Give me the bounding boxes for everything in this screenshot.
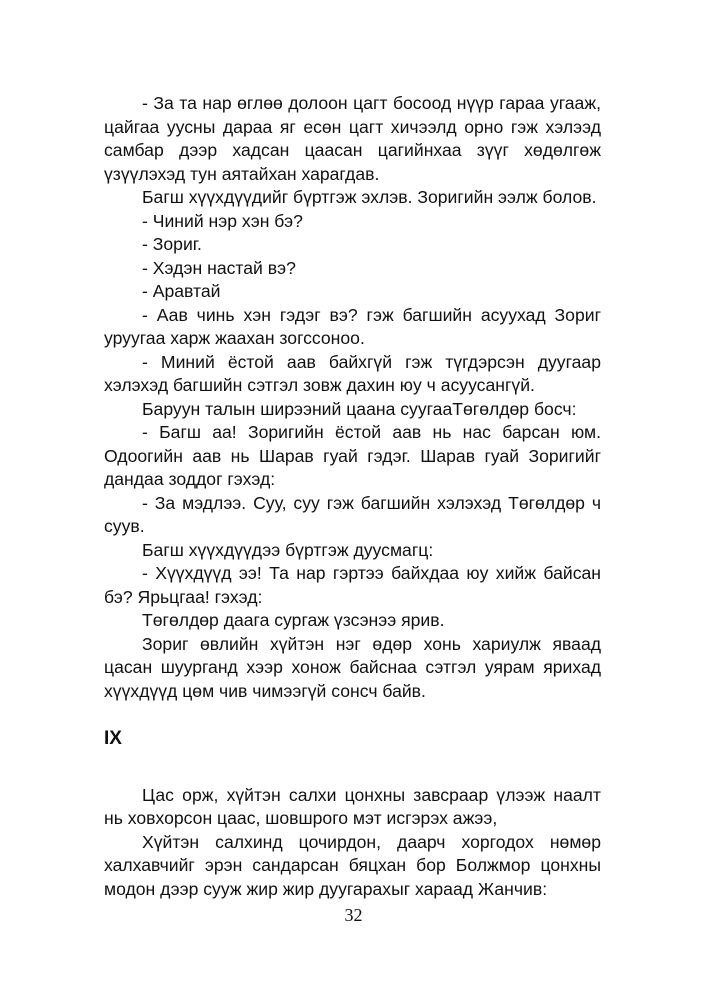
- page-text: [104, 92, 601, 901]
- page-number: 32: [344, 905, 363, 925]
- paragraph: Хүйтэн салхинд цочирдон, даарч хоргодох нөмөр халхавчийг эрэн сандарсан бяцхан бор Болжмор цонхны модон дээр сууж жир жир дуугарахыг хараад Жанчив:: [104, 831, 601, 899]
- paragraph: Баруун талын ширээний цаана суугааТөгөлдөр босч:: [142, 398, 577, 419]
- paragraph: - Багш аа! Зоригийн ёстой аав нь нас барсан юм. Одоогийн аав нь Шарав гуай гэдэг. Шарав гуай Зоригийг дандаа зоддог гэхэд:: [104, 422, 601, 489]
- paragraph: Багш хүүхдүүдийг бүртгэж эхлэв. Зоригийн ээлж болов.: [142, 187, 597, 207]
- paragraph: - Аравтай: [142, 281, 221, 301]
- chapter-heading: IX: [104, 728, 122, 749]
- paragraph: - Хэдэн настай вэ?: [142, 257, 296, 278]
- paragraph: Төгөлдөр даага сургаж үзсэнээ ярив.: [142, 610, 445, 630]
- paragraph: - Хүүхдүүд ээ! Та нар гэртээ байхдаа юу хийж байсан бэ? Ярьцгаа! гэхэд:: [104, 563, 601, 607]
- paragraph: - Миний ёстой аав байхгүй гэж түгдэрсэн дуугаар хэлэхэд багшийн сэтгэл зовж дахин юу ч асуусангүй.: [104, 351, 601, 395]
- paragraph: - Чиний нэр хэн бэ?: [142, 210, 303, 231]
- paragraph: - Зориг.: [142, 234, 202, 254]
- paragraph: - За мэдлээ. Суу, суу гэж багшийн хэлэхэд Төгөлдөр ч суув.: [104, 492, 601, 536]
- paragraph: Багш хүүхдүүдээ бүртгэж дуусмагц:: [142, 539, 434, 560]
- paragraph: Зориг өвлийн хүйтэн нэг өдөр хонь хариулж яваад цасан шуурганд хээр хонож байснаа сэтгэл уярам ярихад хүүхдүүд цөм чив чимээгүй сонсч байв.: [104, 633, 601, 701]
- paragraph: - За та нар өглөө долоон цагт босоод нүүр гараа угааж, цайгаа уусны дараа яг есөн цагт хичээлд орно гэж хэлээд самбар дээр хадсан цаасан цагийнхаа зүүг хөдөлгөж үзүүлэхэд тун аятайхан харагдав.: [104, 93, 601, 184]
- paragraph: - Аав чинь хэн гэдэг вэ? гэж багшийн асуухад Зориг уруугаа харж жаахан зогссоноо.: [104, 304, 601, 348]
- paragraph: Цас орж, хүйтэн салхи цонхны завсраар үлээж наалт нь ховхорсон цаас, шовшрого мэт исгэрэх ажээ,: [104, 784, 601, 828]
